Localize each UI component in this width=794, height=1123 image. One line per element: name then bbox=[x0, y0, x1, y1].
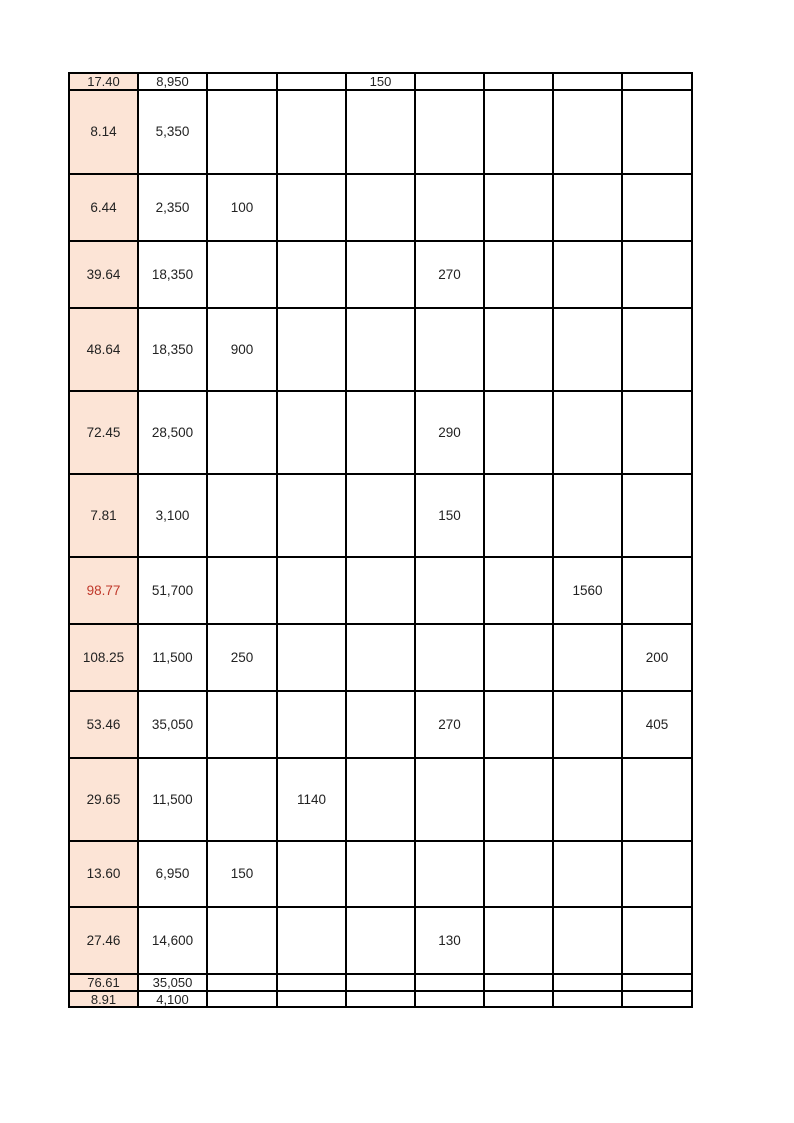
table-cell[interactable] bbox=[277, 691, 346, 758]
table-cell[interactable] bbox=[622, 841, 692, 907]
table-cell[interactable] bbox=[207, 907, 277, 974]
ratio-cell[interactable]: 6.44 bbox=[69, 174, 138, 241]
ratio-cell[interactable]: 53.46 bbox=[69, 691, 138, 758]
ratio-cell[interactable]: 27.46 bbox=[69, 907, 138, 974]
ratio-cell[interactable]: 7.81 bbox=[69, 474, 138, 557]
table-cell[interactable] bbox=[207, 691, 277, 758]
table-cell[interactable] bbox=[415, 974, 484, 991]
table-cell[interactable] bbox=[346, 174, 415, 241]
table-cell[interactable] bbox=[415, 174, 484, 241]
table-cell[interactable] bbox=[484, 991, 553, 1007]
table-cell[interactable] bbox=[622, 174, 692, 241]
amount-cell[interactable]: 35,050 bbox=[138, 974, 207, 991]
table-cell[interactable] bbox=[346, 391, 415, 474]
ratio-cell[interactable]: 48.64 bbox=[69, 308, 138, 391]
table-row bbox=[69, 90, 692, 174]
table-row bbox=[69, 624, 692, 691]
table-cell[interactable] bbox=[553, 90, 622, 174]
table-cell[interactable] bbox=[277, 557, 346, 624]
table-cell[interactable] bbox=[484, 391, 553, 474]
table-cell[interactable] bbox=[553, 241, 622, 308]
table-cell[interactable] bbox=[484, 73, 553, 90]
table-cell[interactable] bbox=[484, 174, 553, 241]
table-row bbox=[69, 174, 692, 241]
table-cell[interactable]: 130 bbox=[415, 907, 484, 974]
table-cell[interactable] bbox=[484, 90, 553, 174]
table-cell[interactable] bbox=[277, 174, 346, 241]
table-cell[interactable] bbox=[207, 974, 277, 991]
amount-cell[interactable]: 11,500 bbox=[138, 624, 207, 691]
table-cell[interactable] bbox=[277, 73, 346, 90]
ratio-cell[interactable]: 17.40 bbox=[69, 73, 138, 90]
table-cell[interactable] bbox=[277, 991, 346, 1007]
table-cell[interactable] bbox=[346, 474, 415, 557]
table-cell[interactable]: 405 bbox=[622, 691, 692, 758]
ratio-cell[interactable]: 8.14 bbox=[69, 90, 138, 174]
table-cell[interactable] bbox=[622, 391, 692, 474]
table-row bbox=[69, 241, 692, 308]
table-cell[interactable] bbox=[207, 391, 277, 474]
table-cell[interactable]: 150 bbox=[415, 474, 484, 557]
table-cell[interactable] bbox=[622, 73, 692, 90]
table-cell[interactable] bbox=[415, 624, 484, 691]
table-cell[interactable] bbox=[622, 758, 692, 841]
ratio-cell[interactable]: 108.25 bbox=[69, 624, 138, 691]
table-cell[interactable]: 1560 bbox=[553, 557, 622, 624]
table-cell[interactable] bbox=[207, 474, 277, 557]
table-cell[interactable] bbox=[484, 841, 553, 907]
amount-cell[interactable]: 5,350 bbox=[138, 90, 207, 174]
table-cell[interactable] bbox=[277, 308, 346, 391]
table-cell[interactable]: 1140 bbox=[277, 758, 346, 841]
table-cell[interactable] bbox=[553, 907, 622, 974]
amount-cell[interactable]: 2,350 bbox=[138, 174, 207, 241]
table-cell[interactable] bbox=[553, 841, 622, 907]
table-cell[interactable] bbox=[553, 474, 622, 557]
table-row bbox=[69, 991, 692, 1007]
amount-cell[interactable]: 6,950 bbox=[138, 841, 207, 907]
table-cell[interactable] bbox=[553, 691, 622, 758]
ratio-cell[interactable]: 29.65 bbox=[69, 758, 138, 841]
table-cell[interactable] bbox=[484, 308, 553, 391]
table-row bbox=[69, 841, 692, 907]
table-cell[interactable]: 150 bbox=[207, 841, 277, 907]
table-cell[interactable]: 900 bbox=[207, 308, 277, 391]
table-cell[interactable]: 100 bbox=[207, 174, 277, 241]
table-cell[interactable]: 270 bbox=[415, 691, 484, 758]
table-cell[interactable]: 290 bbox=[415, 391, 484, 474]
table-cell[interactable] bbox=[207, 557, 277, 624]
amount-cell[interactable]: 18,350 bbox=[138, 308, 207, 391]
table-cell[interactable] bbox=[622, 90, 692, 174]
table-cell[interactable] bbox=[553, 73, 622, 90]
table-cell[interactable] bbox=[622, 907, 692, 974]
ratio-cell[interactable]: 98.77 bbox=[69, 557, 138, 624]
table-cell[interactable] bbox=[346, 691, 415, 758]
table-row bbox=[69, 974, 692, 991]
table-cell[interactable] bbox=[346, 90, 415, 174]
amount-cell[interactable]: 14,600 bbox=[138, 907, 207, 974]
table-cell[interactable] bbox=[346, 758, 415, 841]
table-row bbox=[69, 907, 692, 974]
table-cell[interactable] bbox=[622, 241, 692, 308]
table-cell[interactable] bbox=[277, 241, 346, 308]
amount-cell[interactable]: 4,100 bbox=[138, 991, 207, 1007]
table-cell[interactable] bbox=[277, 624, 346, 691]
table-cell[interactable]: 200 bbox=[622, 624, 692, 691]
table-cell[interactable] bbox=[553, 624, 622, 691]
table-cell[interactable] bbox=[346, 907, 415, 974]
table-cell[interactable] bbox=[346, 557, 415, 624]
table-cell[interactable] bbox=[207, 991, 277, 1007]
table-row bbox=[69, 391, 692, 474]
table-cell[interactable] bbox=[484, 907, 553, 974]
table-cell[interactable] bbox=[622, 991, 692, 1007]
amount-cell[interactable]: 8,950 bbox=[138, 73, 207, 90]
table-cell[interactable] bbox=[346, 241, 415, 308]
table-row bbox=[69, 474, 692, 557]
table-cell[interactable] bbox=[622, 308, 692, 391]
table-cell[interactable] bbox=[553, 974, 622, 991]
table-cell[interactable] bbox=[622, 474, 692, 557]
spreadsheet-table bbox=[68, 72, 693, 1008]
table-cell[interactable] bbox=[553, 758, 622, 841]
table-cell[interactable] bbox=[346, 974, 415, 991]
table-cell[interactable] bbox=[277, 907, 346, 974]
table-row bbox=[69, 557, 692, 624]
table-cell[interactable] bbox=[277, 391, 346, 474]
amount-cell[interactable]: 3,100 bbox=[138, 474, 207, 557]
table-cell[interactable] bbox=[207, 758, 277, 841]
table-cell[interactable] bbox=[484, 974, 553, 991]
amount-cell[interactable]: 51,700 bbox=[138, 557, 207, 624]
table-row bbox=[69, 691, 692, 758]
ratio-cell[interactable]: 72.45 bbox=[69, 391, 138, 474]
table-cell[interactable] bbox=[553, 174, 622, 241]
table-cell[interactable] bbox=[622, 974, 692, 991]
table-cell[interactable] bbox=[277, 474, 346, 557]
table-cell[interactable] bbox=[415, 991, 484, 1007]
table-cell[interactable] bbox=[484, 624, 553, 691]
table-cell[interactable] bbox=[553, 308, 622, 391]
table-cell[interactable] bbox=[415, 557, 484, 624]
table-cell[interactable] bbox=[346, 841, 415, 907]
amount-cell[interactable]: 28,500 bbox=[138, 391, 207, 474]
table-cell[interactable] bbox=[277, 974, 346, 991]
table-cell[interactable] bbox=[484, 691, 553, 758]
table-cell[interactable] bbox=[207, 73, 277, 90]
table-row bbox=[69, 308, 692, 391]
table-cell[interactable] bbox=[207, 241, 277, 308]
table-row bbox=[69, 73, 692, 90]
table-cell[interactable]: 270 bbox=[415, 241, 484, 308]
table-cell[interactable]: 150 bbox=[346, 73, 415, 90]
table-cell[interactable] bbox=[346, 991, 415, 1007]
ratio-cell[interactable]: 13.60 bbox=[69, 841, 138, 907]
table-cell[interactable] bbox=[484, 758, 553, 841]
ratio-cell[interactable]: 39.64 bbox=[69, 241, 138, 308]
table-cell[interactable] bbox=[415, 90, 484, 174]
table-cell[interactable] bbox=[346, 624, 415, 691]
table-cell[interactable] bbox=[622, 557, 692, 624]
amount-cell[interactable]: 11,500 bbox=[138, 758, 207, 841]
table-cell[interactable] bbox=[415, 308, 484, 391]
table-cell[interactable] bbox=[277, 90, 346, 174]
table-cell[interactable] bbox=[553, 391, 622, 474]
ratio-cell[interactable]: 76.61 bbox=[69, 974, 138, 991]
table-cell[interactable] bbox=[415, 73, 484, 90]
table-cell[interactable] bbox=[484, 557, 553, 624]
amount-cell[interactable]: 18,350 bbox=[138, 241, 207, 308]
table-cell[interactable]: 250 bbox=[207, 624, 277, 691]
table-cell[interactable] bbox=[207, 90, 277, 174]
table-cell[interactable] bbox=[484, 474, 553, 557]
table-cell[interactable] bbox=[346, 308, 415, 391]
table-cell[interactable] bbox=[415, 758, 484, 841]
table-cell[interactable] bbox=[415, 841, 484, 907]
table-cell[interactable] bbox=[553, 991, 622, 1007]
amount-cell[interactable]: 35,050 bbox=[138, 691, 207, 758]
table-cell[interactable] bbox=[277, 841, 346, 907]
ratio-cell[interactable]: 8.91 bbox=[69, 991, 138, 1007]
table-row bbox=[69, 758, 692, 841]
table-cell[interactable] bbox=[484, 241, 553, 308]
